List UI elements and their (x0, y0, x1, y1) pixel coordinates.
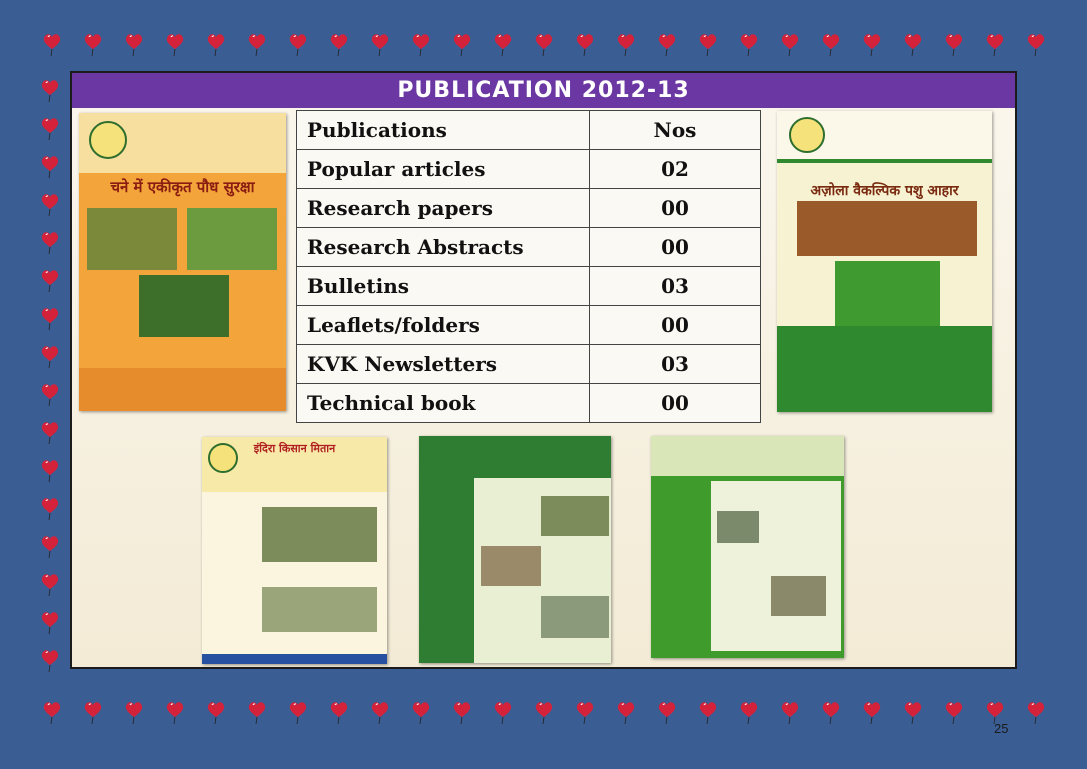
heart-balloon-icon (40, 648, 60, 672)
heart-balloon-icon (903, 32, 923, 56)
table-row (297, 345, 761, 384)
heart-balloon-icon (698, 32, 718, 56)
page-number: 25 (994, 721, 1009, 736)
heart-balloon-icon (1026, 32, 1046, 56)
heart-balloon-icon (40, 154, 60, 178)
heart-balloon-icon (40, 116, 60, 140)
heart-balloon-icon (452, 32, 472, 56)
table-row (297, 228, 761, 267)
heart-balloon-icon (780, 700, 800, 724)
heart-balloon-icon (247, 700, 267, 724)
heart-balloon-icon (698, 700, 718, 724)
heart-balloon-icon (124, 32, 144, 56)
newsletter-title: इंदिरा किसान मितान (253, 442, 336, 455)
heart-balloon-icon (206, 700, 226, 724)
table-row (297, 267, 761, 306)
heart-balloon-icon (40, 306, 60, 330)
heart-balloon-icon (40, 382, 60, 406)
heart-balloon-icon (657, 32, 677, 56)
row-count: 00 (590, 228, 761, 267)
heart-balloon-icon (411, 32, 431, 56)
book-cover-chana (79, 113, 286, 411)
bottom-heart-border (0, 700, 1087, 740)
heart-balloon-icon (124, 700, 144, 724)
row-count: 00 (590, 384, 761, 423)
row-label: Technical book (297, 384, 590, 423)
heart-balloon-icon (985, 32, 1005, 56)
header-publications: Publications (297, 111, 590, 150)
table-row (297, 306, 761, 345)
row-label: Popular articles (297, 150, 590, 189)
heart-balloon-icon (40, 230, 60, 254)
row-count: 00 (590, 306, 761, 345)
table-row (297, 150, 761, 189)
heart-balloon-icon (534, 700, 554, 724)
cover-title-right: अज़ोला वैकल्पिक पशु आहार (810, 183, 959, 199)
header-nos: Nos (590, 111, 761, 150)
heart-balloon-icon (657, 700, 677, 724)
heart-balloon-icon (165, 32, 185, 56)
heart-balloon-icon (1026, 700, 1046, 724)
heart-balloon-icon (739, 32, 759, 56)
cover-title-left: चने में एकीकृत पौध सुरक्षा (110, 178, 255, 196)
newsletter-cover-2 (419, 436, 611, 663)
top-heart-border (0, 32, 1087, 72)
heart-balloon-icon (534, 32, 554, 56)
heart-balloon-icon (493, 32, 513, 56)
heart-balloon-icon (575, 32, 595, 56)
heart-balloon-icon (411, 700, 431, 724)
page-title: PUBLICATION 2012-13 (72, 73, 1015, 108)
table-row (297, 384, 761, 423)
table-header-row (297, 111, 761, 150)
row-label: Research papers (297, 189, 590, 228)
heart-balloon-icon (40, 344, 60, 368)
table-row (297, 189, 761, 228)
book-cover-azolla (777, 111, 992, 412)
heart-balloon-icon (288, 32, 308, 56)
heart-balloon-icon (247, 32, 267, 56)
heart-balloon-icon (40, 78, 60, 102)
content-panel (70, 71, 1017, 669)
heart-balloon-icon (206, 32, 226, 56)
heart-balloon-icon (739, 700, 759, 724)
heart-balloon-icon (370, 32, 390, 56)
heart-balloon-icon (40, 268, 60, 292)
heart-balloon-icon (329, 32, 349, 56)
heart-balloon-icon (780, 32, 800, 56)
heart-balloon-icon (616, 700, 636, 724)
heart-balloon-icon (944, 700, 964, 724)
heart-balloon-icon (493, 700, 513, 724)
row-count: 03 (590, 267, 761, 306)
heart-balloon-icon (452, 700, 472, 724)
heart-balloon-icon (903, 700, 923, 724)
heart-balloon-icon (165, 700, 185, 724)
publications-table (296, 110, 761, 423)
heart-balloon-icon (40, 458, 60, 482)
heart-balloon-icon (40, 610, 60, 634)
row-count: 00 (590, 189, 761, 228)
heart-balloon-icon (370, 700, 390, 724)
row-label: Leaflets/folders (297, 306, 590, 345)
heart-balloon-icon (83, 32, 103, 56)
newsletter-cover-3 (651, 436, 844, 658)
heart-balloon-icon (40, 572, 60, 596)
heart-balloon-icon (862, 32, 882, 56)
heart-balloon-icon (616, 32, 636, 56)
heart-balloon-icon (821, 32, 841, 56)
heart-balloon-icon (575, 700, 595, 724)
row-label: Research Abstracts (297, 228, 590, 267)
heart-balloon-icon (944, 32, 964, 56)
heart-balloon-icon (288, 700, 308, 724)
heart-balloon-icon (821, 700, 841, 724)
row-count: 03 (590, 345, 761, 384)
heart-balloon-icon (862, 700, 882, 724)
heart-balloon-icon (40, 534, 60, 558)
newsletter-cover-1 (202, 437, 387, 664)
heart-balloon-icon (83, 700, 103, 724)
heart-balloon-icon (40, 192, 60, 216)
row-count: 02 (590, 150, 761, 189)
heart-balloon-icon (40, 420, 60, 444)
row-label: Bulletins (297, 267, 590, 306)
row-label: KVK Newsletters (297, 345, 590, 384)
heart-balloon-icon (40, 496, 60, 520)
heart-balloon-icon (329, 700, 349, 724)
